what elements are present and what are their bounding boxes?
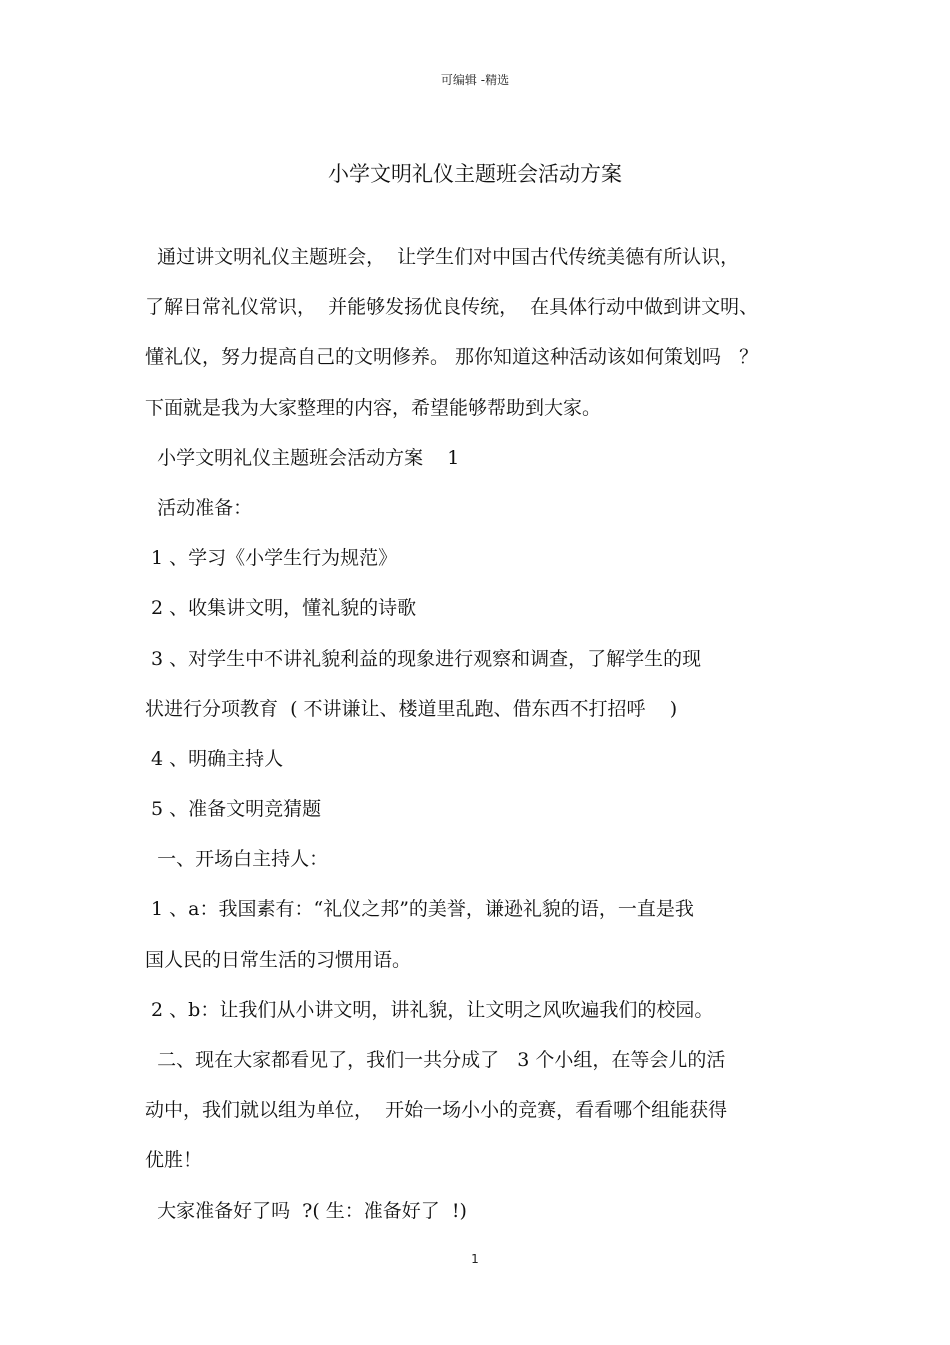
list-item: 1 、学习《小学生行为规范》: [145, 547, 398, 570]
paragraph-line: 下面就是我为大家整理的内容，希望能够帮助到大家。: [145, 396, 602, 419]
section-heading: 活动准备：: [145, 496, 253, 519]
paragraph-line: 动中，我们就以组为单位， 开始一场小小的竞赛，看看哪个组能获得: [145, 1099, 728, 1122]
list-item-continuation: 状进行分项教育 ( 不讲谦让、楼道里乱跑、借东西不打招呼 ): [145, 697, 678, 720]
list-item: 3 、对学生中不讲礼貌利益的现象进行观察和调查，了解学生的现: [145, 647, 702, 670]
header-note: 可编辑 -精选: [440, 73, 510, 87]
paragraph-line: 优胜！: [145, 1149, 203, 1172]
paragraph-line: 了解日常礼仪常识， 并能够发扬优良传统， 在具体行动中做到讲文明、: [145, 296, 759, 319]
section-heading: 小学文明礼仪主题班会活动方案 1: [145, 446, 460, 469]
document-body: [145, 232, 825, 1236]
list-item: 1 、a：我国素有：“礼仪之邦”的美誉，谦逊礼貌的语，一直是我: [145, 898, 694, 921]
paragraph-line: 二、现在大家都看见了，我们一共分成了 3 个小组，在等会儿的活: [145, 1049, 726, 1071]
list-item: 2 、收集讲文明，懂礼貌的诗歌: [145, 597, 417, 620]
paragraph-line: 大家准备好了吗 ?( 生：准备好了 !): [145, 1199, 467, 1222]
list-item: 5 、准备文明竞猜题: [145, 798, 322, 821]
document-title: 小学文明礼仪主题班会活动方案: [328, 162, 622, 186]
paragraph-line: 通过讲文明礼仪主题班会， 让学生们对中国古代传统美德有所认识，: [145, 246, 740, 268]
list-item: 4 、明确主持人: [145, 747, 284, 770]
list-item-continuation: 国人民的日常生活的习惯用语。: [145, 948, 412, 971]
page-number: 1: [471, 1252, 479, 1266]
list-item: 2 、b：让我们从小讲文明，讲礼貌，让文明之风吹遍我们的校园。: [145, 998, 714, 1021]
paragraph-line: 懂礼仪，努力提高自己的文明修养。 那你知道这种活动该如何策划吗 ？: [145, 346, 759, 369]
section-heading: 一、开场白主持人：: [145, 848, 329, 871]
